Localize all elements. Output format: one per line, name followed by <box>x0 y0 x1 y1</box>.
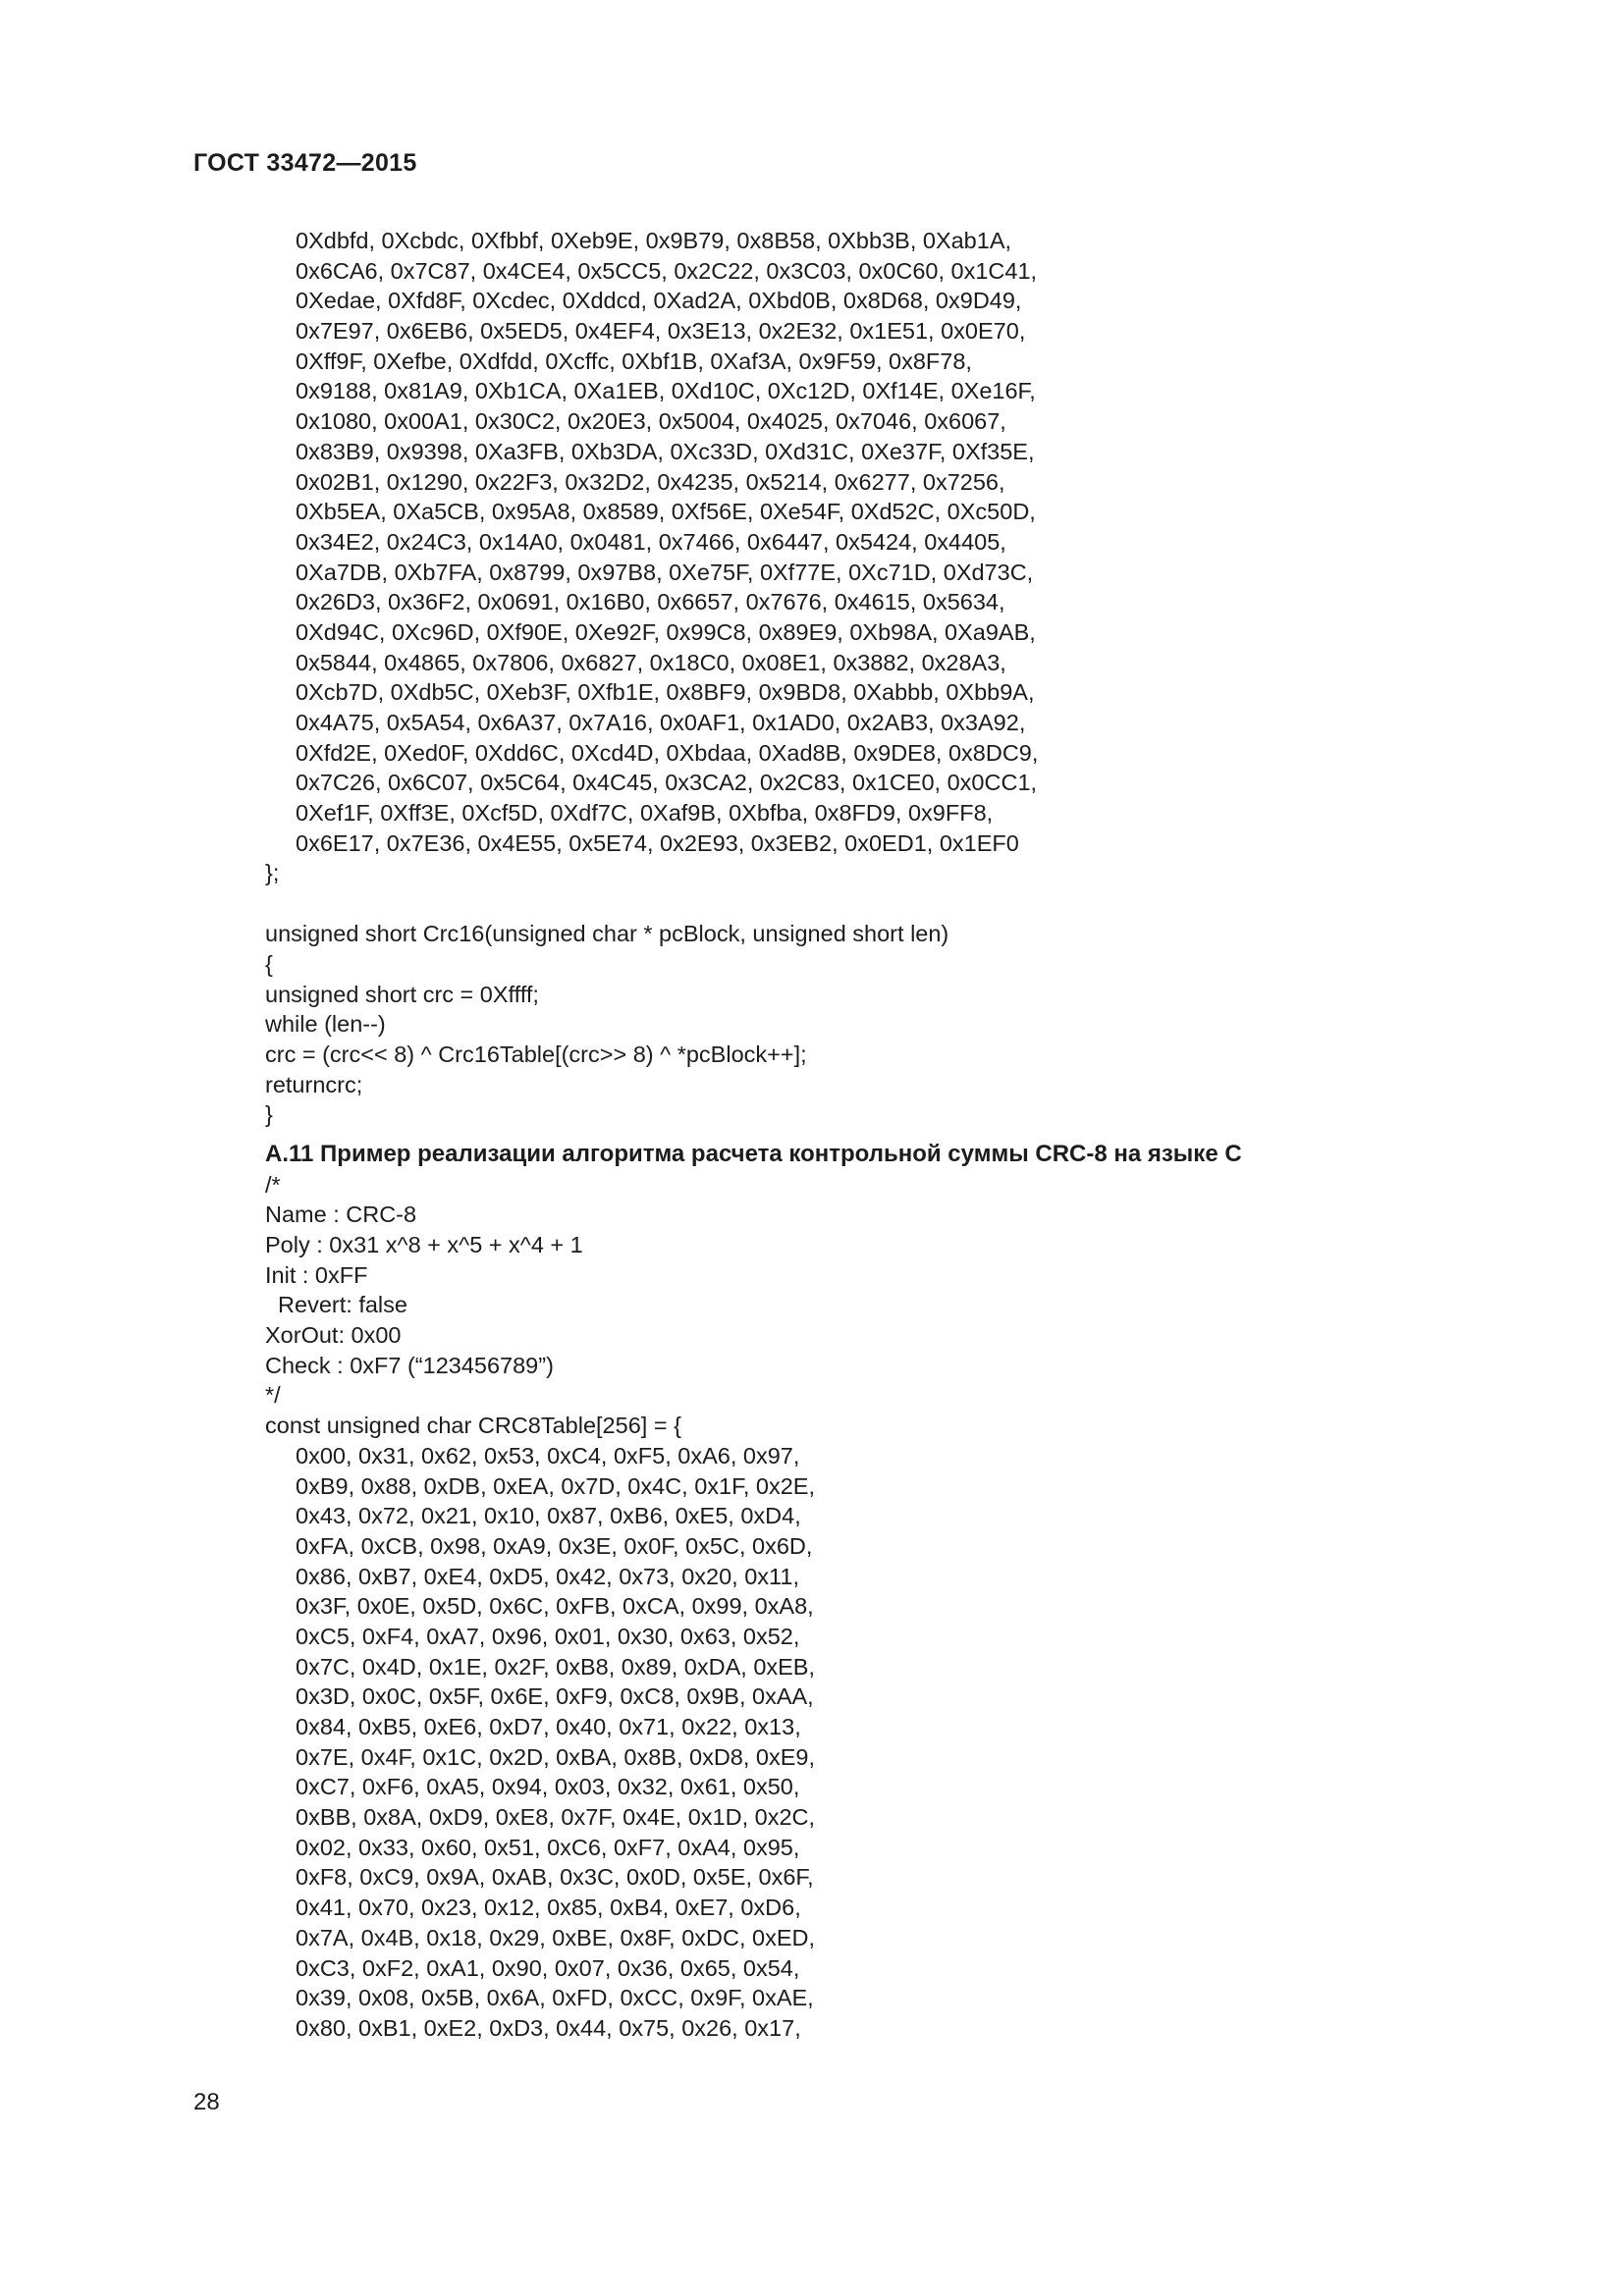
blank-gap <box>0 1130 1624 1140</box>
code-line: 0x83B9, 0x9398, 0Xa3FB, 0Xb3DA, 0Xc33D, 0Xd31C, 0Xe37F, 0Xf35E, <box>296 438 1035 464</box>
code-line: 0x41, 0x70, 0x23, 0x12, 0x85, 0xB4, 0xE7, 0xD6, <box>296 1895 801 1921</box>
code-line: } <box>265 1101 273 1128</box>
code-line: 0x9188, 0x81A9, 0Xb1CA, 0Xa1EB, 0Xd10C, 0Xc12D, 0Xf14E, 0Xe16F, <box>296 378 1036 404</box>
code-line: 0Xef1F, 0Xff3E, 0Xcf5D, 0Xdf7C, 0Xaf9B, 0Xbfba, 0x8FD9, 0x9FF8, <box>296 800 994 827</box>
code-line: 0x7C26, 0x6C07, 0x5C64, 0x4C45, 0x3CA2, 0x2C83, 0x1CE0, 0x0CC1, <box>296 770 1038 796</box>
code-line: 0x3F, 0x0E, 0x5D, 0x6C, 0xFB, 0xCA, 0x99, 0xA8, <box>296 1593 814 1620</box>
code-line: 0x43, 0x72, 0x21, 0x10, 0x87, 0xB6, 0xE5, 0xD4, <box>296 1503 801 1529</box>
code-line: 0Xdbfd, 0Xcbdc, 0Xfbbf, 0Xeb9E, 0x9B79, 0x8B58, 0Xbb3B, 0Xab1A, <box>296 228 1012 253</box>
code-line: 0x26D3, 0x36F2, 0x0691, 0x16B0, 0x6657, 0x7676, 0x4615, 0x5634, <box>296 589 1005 615</box>
code-line: 0x6E17, 0x7E36, 0x4E55, 0x5E74, 0x2E93, 0x3EB2, 0x0ED1, 0x1EF0 <box>296 829 1019 856</box>
code-line-table-close: }; <box>265 860 280 886</box>
code-line: 0x7C, 0x4D, 0x1E, 0x2F, 0xB8, 0x89, 0xDA, 0xEB, <box>296 1653 816 1680</box>
code-line: 0xC3, 0xF2, 0xA1, 0x90, 0x07, 0x36, 0x65, 0x54, <box>296 1954 800 1981</box>
crc16-function <box>0 919 1624 1130</box>
code-line: 0xBB, 0x8A, 0xD9, 0xE8, 0x7F, 0x4E, 0x1D, 0x2C, <box>296 1804 816 1831</box>
code-line: Init : 0xFF <box>265 1261 368 1288</box>
code-line: 0x4A75, 0x5A54, 0x6A37, 0x7A16, 0x0AF1, 0x1AD0, 0x2AB3, 0x3A92, <box>296 710 1026 735</box>
code-line: unsigned short crc = 0Xffff; <box>265 981 539 1007</box>
code-line: 0x6CA6, 0x7C87, 0x4CE4, 0x5CC5, 0x2C22, 0x3C03, 0x0C60, 0x1C41, <box>296 257 1038 284</box>
code-line: 0x02, 0x33, 0x60, 0x51, 0xC6, 0xF7, 0xA4, 0x95, <box>296 1834 800 1860</box>
code-line: 0x80, 0xB1, 0xE2, 0xD3, 0x44, 0x75, 0x26, 0x17, <box>296 2014 801 2041</box>
code-line: 0x3D, 0x0C, 0x5F, 0x6E, 0xF9, 0xC8, 0x9B, 0xAA, <box>296 1683 814 1710</box>
code-line: Revert: false <box>265 1292 407 1318</box>
code-line: 0x34E2, 0x24C3, 0x14A0, 0x0481, 0x7466, 0x6447, 0x5424, 0x4405, <box>296 528 1006 555</box>
code-line: const unsigned char CRC8Table[256] = { <box>265 1413 681 1439</box>
crc16-table-tail <box>0 226 1624 858</box>
code-line: 0x7A, 0x4B, 0x18, 0x29, 0xBE, 0x8F, 0xDC, 0xED, <box>296 1924 816 1950</box>
code-line: 0Xcb7D, 0Xdb5C, 0Xeb3F, 0Xfb1E, 0x8BF9, 0x9BD8, 0Xabbb, 0Xbb9A, <box>296 679 1035 706</box>
code-line: 0Xedae, 0Xfd8F, 0Xcdec, 0Xddcd, 0Xad2A, 0Xbd0B, 0x8D68, 0x9D49, <box>296 288 1022 314</box>
code-line: XorOut: 0x00 <box>265 1322 402 1349</box>
page-header-title: ГОСТ 33472—2015 <box>193 149 417 177</box>
code-line: Name : CRC-8 <box>265 1201 417 1228</box>
page-number: 28 <box>193 2089 220 2115</box>
code-line: 0Xfd2E, 0Xed0F, 0Xdd6C, 0Xcd4D, 0Xbdaa, 0Xad8B, 0x9DE8, 0x8DC9, <box>296 739 1039 766</box>
code-line: 0x7E, 0x4F, 0x1C, 0x2D, 0xBA, 0x8B, 0xD8, 0xE9, <box>296 1743 816 1770</box>
code-line: 0x00, 0x31, 0x62, 0x53, 0xC4, 0xF5, 0xA6, 0x97, <box>296 1442 800 1468</box>
code-line: 0xC7, 0xF6, 0xA5, 0x94, 0x03, 0x32, 0x61, 0x50, <box>296 1774 800 1800</box>
document-body <box>0 226 1624 2044</box>
code-line: 0x39, 0x08, 0x5B, 0x6A, 0xFD, 0xCC, 0x9F, 0xAE, <box>296 1985 814 2011</box>
code-line: crc = (crc<< 8) ^ Crc16Table[(crc>> 8) ^ *pcBlock++]; <box>265 1041 807 1067</box>
code-line: 0x1080, 0x00A1, 0x30C2, 0x20E3, 0x5004, 0x4025, 0x7046, 0x6067, <box>296 408 1006 435</box>
code-line: unsigned short Crc16(unsigned char * pcBlock, unsigned short len) <box>265 921 949 947</box>
code-line: 0Xff9F, 0Xefbe, 0Xdfdd, 0Xcffc, 0Xbf1B, 0Xaf3A, 0x9F59, 0x8F78, <box>296 347 972 374</box>
code-line: 0xFA, 0xCB, 0x98, 0xA9, 0x3E, 0x0F, 0x5C, 0x6D, <box>296 1532 813 1559</box>
crc8-table <box>0 1441 1624 2044</box>
code-line: { <box>265 950 273 977</box>
code-line: /* <box>265 1171 281 1198</box>
code-line: 0x86, 0xB7, 0xE4, 0xD5, 0x42, 0x73, 0x20, 0x11, <box>296 1563 799 1589</box>
code-line: 0Xd94C, 0Xc96D, 0Xf90E, 0Xe92F, 0x99C8, 0x89E9, 0Xb98A, 0Xa9AB, <box>296 618 1036 645</box>
code-line: 0x84, 0xB5, 0xE6, 0xD7, 0x40, 0x71, 0x22, 0x13, <box>296 1714 801 1739</box>
code-line: 0x02B1, 0x1290, 0x22F3, 0x32D2, 0x4235, 0x5214, 0x6277, 0x7256, <box>296 468 1005 495</box>
code-line: 0Xa7DB, 0Xb7FA, 0x8799, 0x97B8, 0Xe75F, 0Xf77E, 0Xc71D, 0Xd73C, <box>296 559 1034 585</box>
code-line: returncrc; <box>265 1071 363 1097</box>
blank-line <box>0 888 1624 919</box>
code-line: Poly : 0x31 x^8 + x^5 + x^4 + 1 <box>265 1232 583 1257</box>
code-line: */ <box>265 1382 281 1409</box>
code-line: 0x5844, 0x4865, 0x7806, 0x6827, 0x18C0, 0x08E1, 0x3882, 0x28A3, <box>296 649 1006 675</box>
code-line: 0x7E97, 0x6EB6, 0x5ED5, 0x4EF4, 0x3E13, 0x2E32, 0x1E51, 0x0E70, <box>296 318 1026 345</box>
section-heading-a11: А.11 Пример реализации алгоритма расчета контрольной суммы CRC-8 на языке С <box>265 1140 1242 1167</box>
code-line: while (len--) <box>265 1011 386 1038</box>
crc8-comment-block <box>0 1170 1624 1441</box>
code-line: 0xC5, 0xF4, 0xA7, 0x96, 0x01, 0x30, 0x63, 0x52, <box>296 1623 800 1649</box>
code-line: Check : 0xF7 (“123456789”) <box>265 1352 554 1378</box>
code-line: 0xB9, 0x88, 0xDB, 0xEA, 0x7D, 0x4C, 0x1F, 0x2E, <box>296 1472 816 1499</box>
code-line: 0Xb5EA, 0Xa5CB, 0x95A8, 0x8589, 0Xf56E, 0Xe54F, 0Xd52C, 0Xc50D, <box>296 499 1036 525</box>
code-line: 0xF8, 0xC9, 0x9A, 0xAB, 0x3C, 0x0D, 0x5E, 0x6F, <box>296 1864 814 1891</box>
